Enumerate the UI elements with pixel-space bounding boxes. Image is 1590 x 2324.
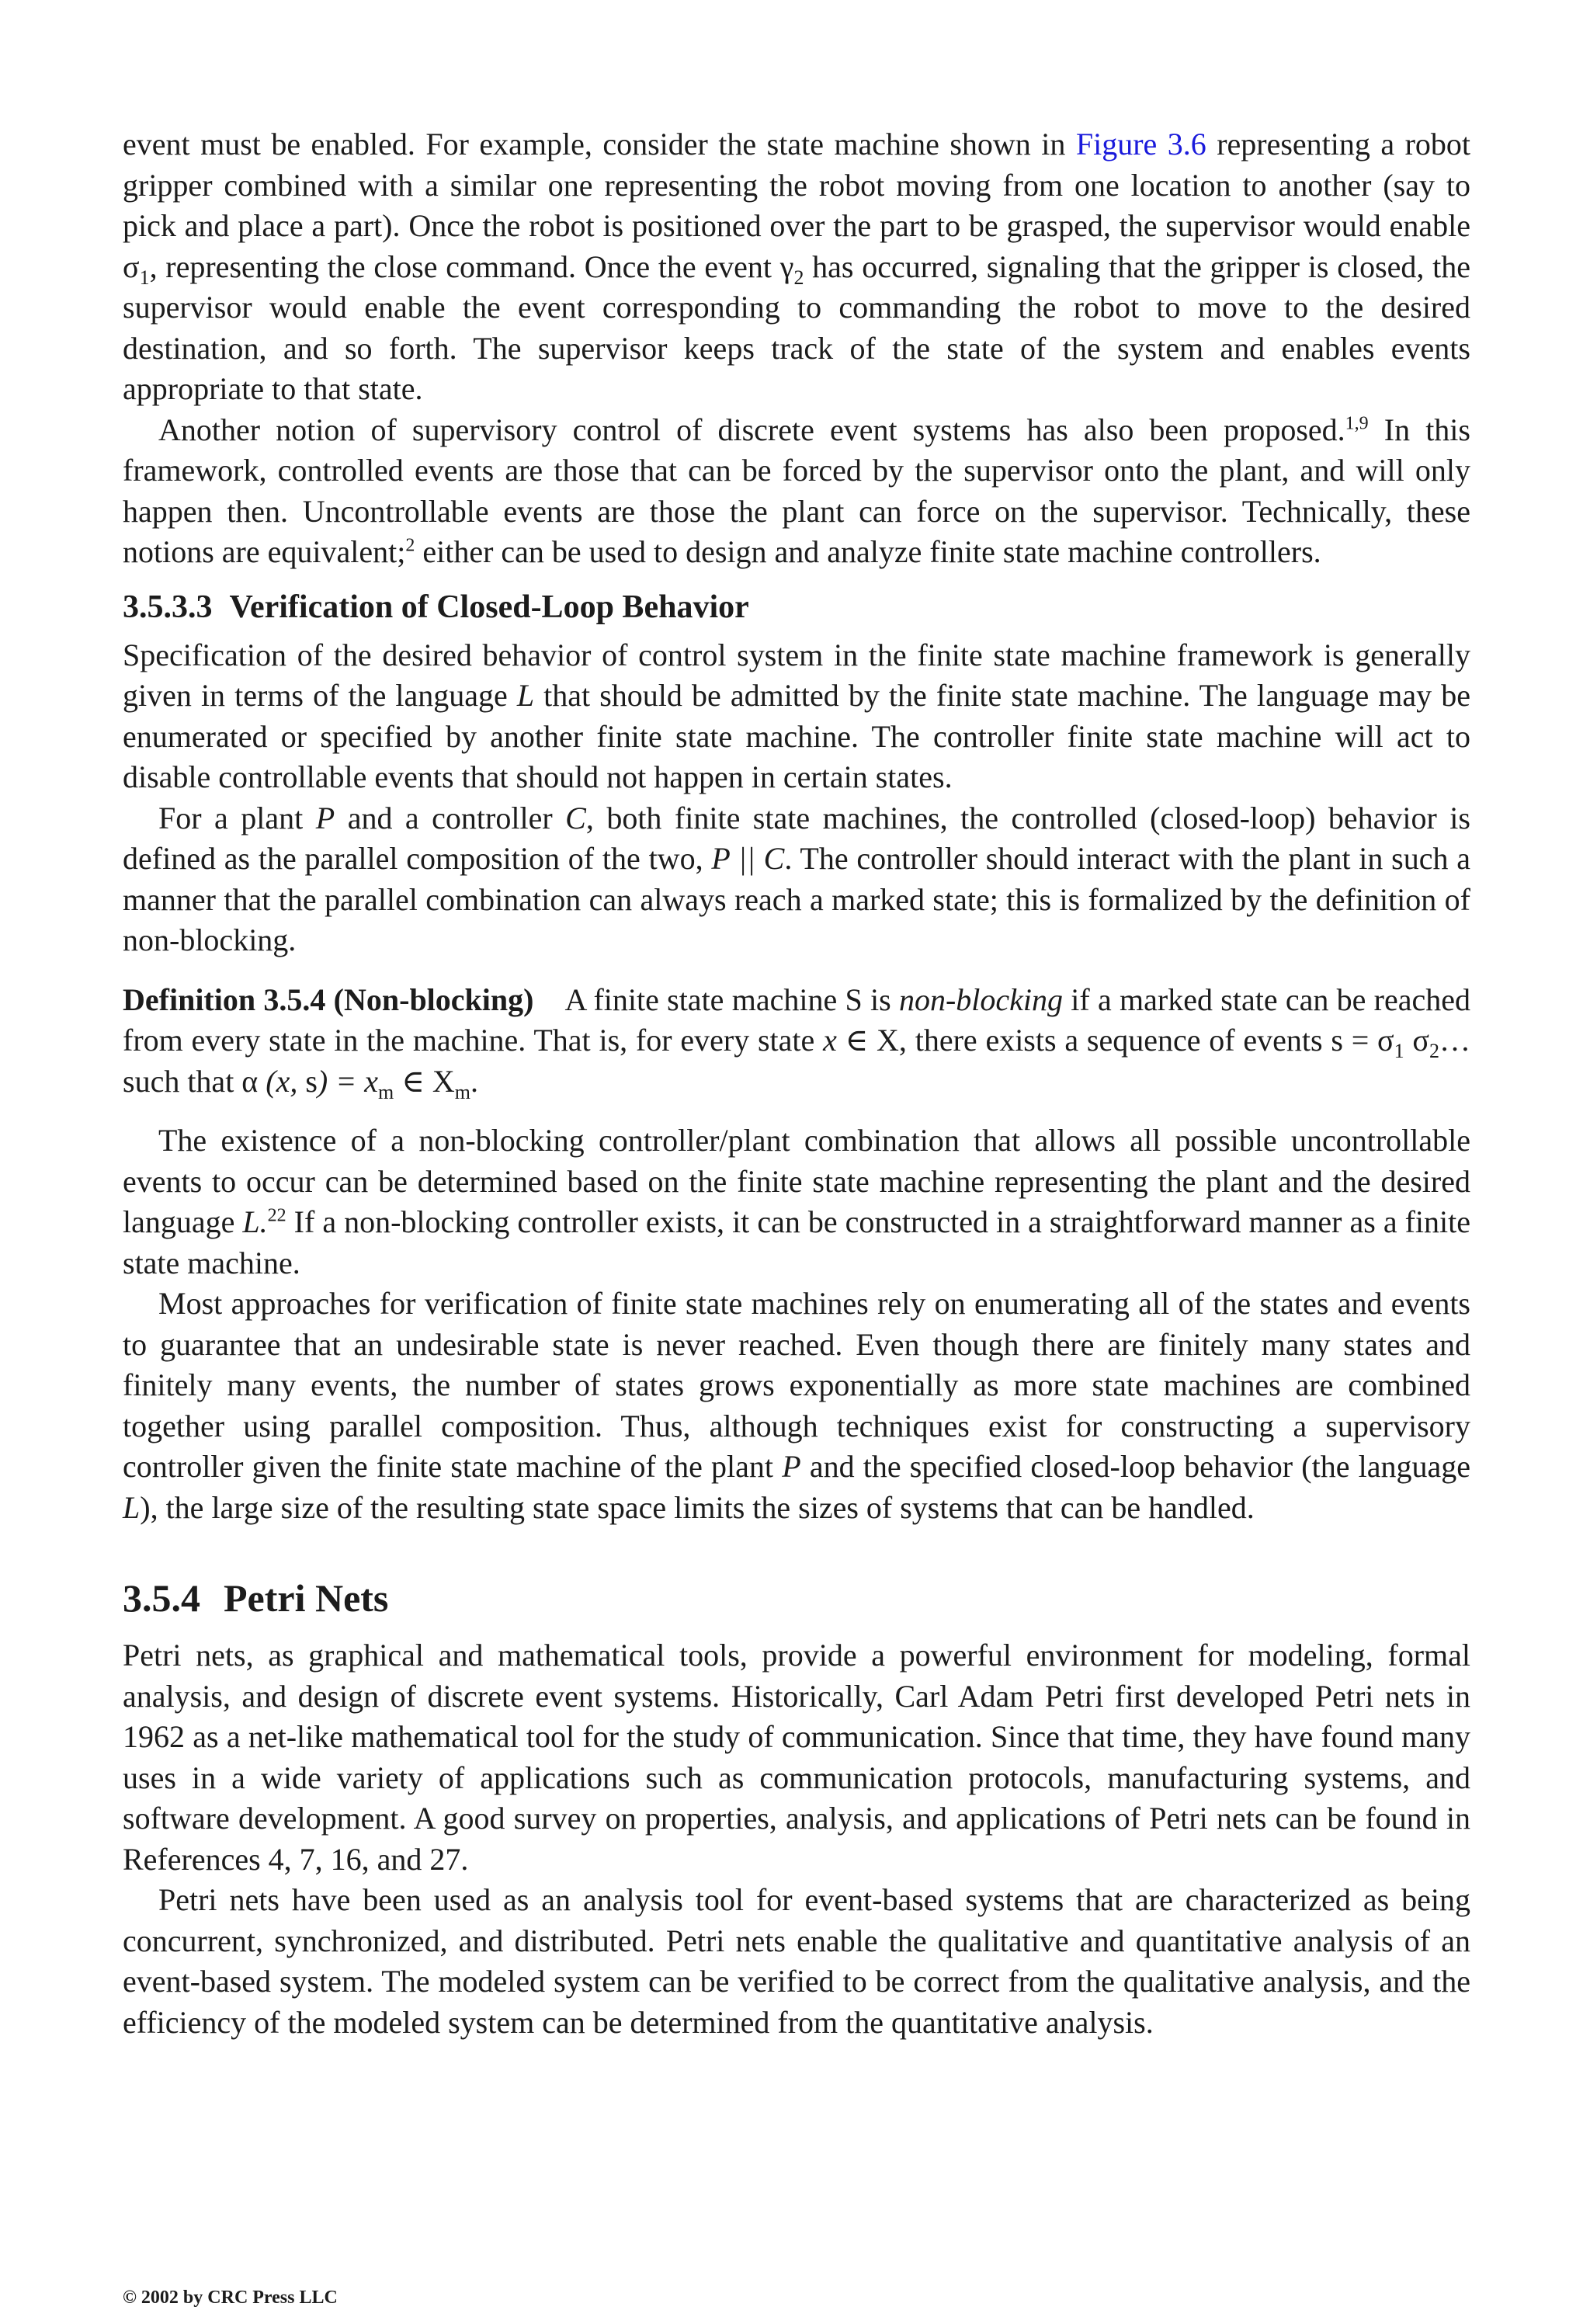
paragraph-existence: The existence of a non-blocking controller/plant combination that allows all possible uncontrollable events to occur can be determined based on the finite state machine representing the plant and the desired language L.$^{22}$ If a non-blocking controller exists, it can be constructed in a straightforward manner as a finite state machine.	[123, 1123, 1471, 1280]
paragraph-supervisory-control: Another notion of supervisory control of discrete event systems has also been proposed.$^{1,9}$ In this framework, controlled events are those that can be forced by the supervisor onto the plant, and will only happen then. Uncontrollable events are those the plant can force on the supervisor. Technically, these notions are equivalent;$^2$ either can be used to design and analyze finite state machine controllers.	[123, 412, 1470, 569]
paragraph-petri-intro: Petri nets, as graphical and mathematical tools, provide a powerful environment for modeling, formal analysis, and design of discrete event systems. Historically, Carl Adam Petri first developed Petri nets in 1962 as a net-like mathematical tool for the study of communication. Since that time, they have found many uses in a wide variety of applications such as communication protocols, manufacturing systems, and software development. A good survey on properties, analysis, and applications of Petri nets can be found in References 4, 7, 16, and 27.	[123, 1638, 1470, 1877]
citation-2: 2	[405, 535, 415, 556]
definition-non-blocking: Definition 3.5.4 (Non-blocking) A finite state machine S is non-blocking if a marked state can be reached from every state in the machine. That is, for every state x ∈ X, there exists a sequence of events $s = \sigma_1$ $\sigma_2\dots$ such that α (x, $s) = x_m$ ∈ $X_m$.	[123, 981, 1470, 1103]
paragraph-closed-loop: For a plant P and a controller C, both finite state machines, the controlled (closed-loop) behavior is defined as the parallel composition of the two, P || C. The controller should interact with the plant in such a manner that the parallel combination can always reach a marked state; this is formalized by the definition of non-blocking.	[123, 800, 1471, 957]
section-heading-3-5-3-3: 3.5.3.3 Verification of Closed-Loop Behavior	[123, 589, 749, 625]
section-heading-3-5-4: 3.5.4 Petri Nets	[123, 1576, 389, 1620]
citation-1-9: 1,9	[1345, 413, 1369, 434]
paragraph-petri-analysis: Petri nets have been used as an analysis tool for event-based systems that are characterized as being concurrent, synchronized, and distributed. Petri nets enable the qualitative and quantitative analysis of an event-based system. The modeled system can be verified to be correct from the qualitative analysis, and the efficiency of the modeled system can be determined from the quantitative analysis.	[123, 1882, 1470, 2040]
paragraph-verification-approaches: Most approaches for verification of finite state machines rely on enumerating all of the states and events to guarantee that an undesirable state is never reached. Even though there are finitely many states and finitely many events, the number of states grows exponentially as more state machines are combined together using parallel composition. Thus, although techniques exist for constructing a supervisory controller given the finite state machine of the plant P and the specified closed-loop behavior (the language L), the large size of the resulting state space limits the sizes of systems that can be handled.	[123, 1286, 1471, 1525]
definition-label: Definition 3.5.4 (Non-blocking)	[123, 981, 534, 1017]
paragraph-gripper-example: event must be enabled. For example, consider the state machine shown in Figure 3.6 representing a robot gripper combined with a similar one representing the robot moving from one location to another (say to pick and place a part). Once the robot is positioned over the part to be grasped, the supervisor would enable $\sigma_1$, representing the close command. Once the event $\gamma_2$ has occurred, signaling that the gripper is closed, the supervisor would enable the event corresponding to commanding the robot to move to the desired destination, and so forth. The supervisor keeps track of the state of the system and enables events appropriate to that state.	[123, 127, 1471, 406]
copyright-footer: © 2002 by CRC Press LLC	[123, 2288, 338, 2308]
paragraph-specification: Specification of the desired behavior of control system in the finite state machine framework is generally given in terms of the language L that should be admitted by the finite state machine. The language may be enumerated or specified by another finite state machine. The controller finite state machine will act to disable controllable events that should not happen in certain states.	[123, 637, 1470, 794]
page-body	[123, 124, 1470, 2043]
figure-3-6-link[interactable]: Figure 3.6	[1075, 127, 1206, 162]
citation-22: 22	[267, 1205, 286, 1226]
